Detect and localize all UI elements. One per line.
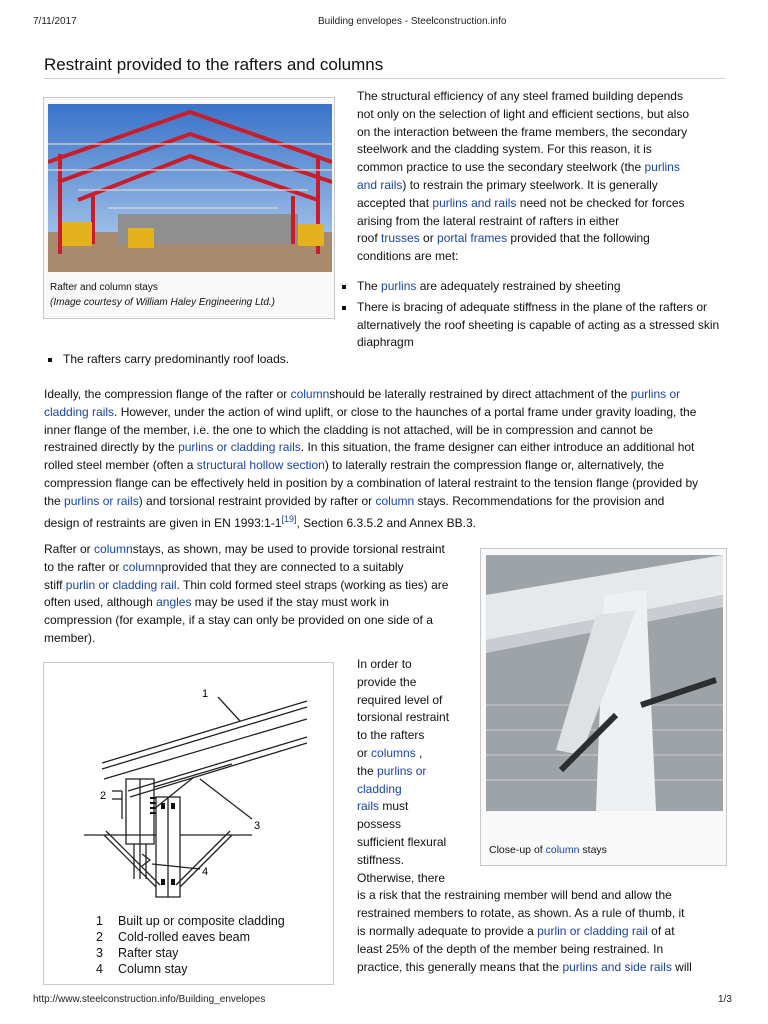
legend-number: 4 [96,962,103,976]
text-run: the [44,493,65,508]
text-line [44,511,725,533]
column-section-diagram [84,795,324,907]
conditions-list-continued [46,351,446,369]
legend-item [96,945,285,961]
text-line: There is bracing of adequate stiffness in the plane of the rafters or [357,299,707,314]
text-line: steelwork and the cladding system. For this reason, it is [357,142,652,157]
purlins-or-rails-link[interactable]: purlins or rails [64,493,139,508]
section-title: Restraint provided to the rafters and columns [44,55,384,74]
text-run: to the rafter or [44,559,123,574]
print-date: 7/11/2017 [33,16,77,27]
text-line: possess [357,817,402,832]
print-page-title: Building envelopes - Steelconstruction.info [318,16,507,27]
column-link[interactable]: column [545,844,580,856]
legend-number: 1 [96,914,103,928]
text-line [357,159,727,177]
purlins-link[interactable]: purlins [381,279,417,293]
purlins-or-cladding-rails-link[interactable]: purlins or cladding rails [178,440,301,455]
legend-text: Cold-rolled eaves beam [118,930,251,944]
text-line [357,798,727,816]
text-line [357,923,727,941]
text-run: is normally adequate to provide a [357,923,538,938]
text-line: member). [44,630,96,645]
text-line: least 25% of the depth of the member being restrained. In [357,941,664,956]
purlin-or-cladding-rail-link[interactable]: purlin or cladding rail [65,577,177,592]
intro-paragraph [357,88,727,266]
text-line: inner flange of the member, i.e. the one to which the cladding is not attached, will be in compression and cannot be [44,422,654,437]
text-line [44,577,464,595]
text-run: , Section 6.3.5.2 and Annex BB.3. [296,515,476,530]
purlin-or-cladding-rail-link[interactable]: purlin or cladding rail [537,923,648,938]
text-line: not only on the selection of light and efficient sections, but also [357,106,689,121]
text-line: compression flange can be effectively held in position by a combination of lateral restraint to the tension flange (provided by [44,475,699,490]
text-line: arising from the lateral restraint of rafters in either [357,213,620,228]
text-line: stiffness. [357,852,405,867]
diagram-legend [96,913,285,977]
text-run: should be laterally restrained by direct attachment of the [329,387,631,401]
legend-text: Rafter stay [118,946,179,960]
text-run: stiff [44,577,66,592]
portal-frames-link[interactable]: portal frames [437,231,508,246]
purlins-and-rails-link[interactable]: purlins and rails [432,195,517,210]
text-line: required level of [357,692,443,707]
text-line: torsional restraint [357,710,450,725]
text-line [44,493,725,511]
text-run: accepted that [357,195,433,210]
text-run: . In this situation, the frame designer can either introduce an additional hot [300,440,695,455]
print-url: http://www.steelconstruction.info/Building_envelopes [33,994,266,1005]
text-line: is a risk that the restraining member will bend and allow the [357,888,672,903]
column-link[interactable]: column [375,493,415,508]
text-line [357,959,727,977]
text-run: ) to restrain the primary steelwork. It is generally [402,177,658,192]
conditions-list [340,278,730,352]
legend-number: 3 [96,946,103,960]
reference-19-link[interactable]: [19] [281,513,297,524]
purlins-and-side-rails-link[interactable]: purlins and side rails [562,959,672,974]
text-run: rolled steel member (often a [44,458,197,473]
text-run: stays. Recommendations for the provision and [414,493,665,508]
text-run: must [379,799,409,814]
flexural-stiffness-paragraph [357,656,727,976]
text-line: to the rafters [357,728,425,743]
callout-1: 1 [202,688,209,700]
text-run: or [357,745,372,760]
trusses-link[interactable]: trusses [381,231,420,246]
page-number: 1/3 [718,994,732,1005]
text-run: common practice to use the secondary steelwork (the [357,160,645,175]
column-link[interactable]: column [122,559,162,574]
purlins-or-link[interactable]: purlins or [377,763,427,778]
list-item [340,278,730,296]
callout-3: 3 [254,820,261,832]
text-line: compression (for example, if a stay can only be provided on one side of a [44,613,433,628]
text-run: the [357,763,378,778]
figure-rafter-column-stays [43,97,335,319]
title-rule [44,78,725,79]
compression-flange-paragraph [44,386,725,532]
cladding-link[interactable]: cladding [357,781,402,796]
list-item [340,299,730,352]
text-line [357,230,727,248]
legend-item [96,961,285,977]
text-line: conditions are met: [357,249,459,264]
text-run: , [415,745,423,760]
callout-2: 2 [100,790,107,802]
text-line [357,195,727,213]
legend-text: Column stay [118,962,188,976]
columns-link[interactable]: columns [371,745,416,760]
text-line: provide the [357,674,417,689]
text-line: Otherwise, there [357,870,446,885]
structural-hollow-section-link[interactable]: structural hollow section [196,458,325,473]
text-run: or [419,231,438,246]
text-line: In order to [357,657,412,671]
text-line [44,594,464,612]
text-line [44,559,464,577]
angles-link[interactable]: angles [156,595,192,610]
text-run: . However, under the action of wind uplift, or close to the haunches of a portal frame under gravity loading, the [114,404,697,419]
figure1-caption-credit: (Image courtesy of William Haley Engineering Ltd.) [50,297,276,308]
rails-link[interactable]: rails [357,799,380,814]
figure1-caption-title: Rafter and column stays [50,282,158,293]
text-line [357,745,727,763]
text-line [357,763,727,781]
text-run: ) and torsional restraint provided by rafter or [138,493,376,508]
text-line: diaphragm [357,335,414,350]
text-run: The [357,279,382,293]
legend-item [96,913,285,929]
legend-item [96,929,285,945]
text-run: will [671,959,692,974]
text-run: Ideally, the compression flange of the rafter or [44,387,291,401]
text-run: restrained directly by the [44,440,179,455]
text-run: may be used if the stay must work in [191,595,389,610]
and-rails-link[interactable]: and rails [357,177,403,192]
text-line: The structural efficiency of any steel framed building depends [357,89,683,103]
text-run: of at [647,923,675,938]
text-run: provided that the following [507,231,650,246]
text-run: Close-up of [489,844,546,856]
purlins-or-link[interactable]: purlins or [630,387,681,401]
text-run: are adequately restrained by sheeting [416,279,621,293]
cladding-rails-link[interactable]: cladding rails [44,404,115,419]
text-line [357,781,727,799]
column-link[interactable]: column [290,387,330,401]
list-item: The rafters carry predominantly roof loads. [46,351,446,369]
text-line [44,541,464,559]
text-line [44,457,725,475]
steel-frame-photo[interactable] [48,104,332,272]
text-line [44,439,725,457]
text-line: on the interaction between the frame members, the secondary [357,124,688,139]
legend-text: Built up or composite cladding [118,914,285,928]
text-run: stays, as shown, may be used to provide torsional restraint [132,542,445,556]
text-run: need not be checked for forces [516,195,685,210]
callout-4: 4 [202,866,209,878]
text-line: sufficient flexural [357,834,447,849]
text-line [357,177,727,195]
text-run: practice, this generally means that the [357,959,563,974]
text-line [44,386,725,404]
text-run: provided that they are connected to a suitably [161,559,404,574]
text-run: . Thin cold formed steel straps (working as ties) are [176,577,449,592]
stays-paragraph [44,541,464,648]
purlins-link[interactable]: purlins [644,160,680,175]
text-run: often used, although [44,595,157,610]
legend-number: 2 [96,930,103,944]
text-line [44,404,725,422]
text-run: roof [357,231,382,246]
text-run: stays [579,844,607,856]
restraint-diagram-figure [43,662,334,985]
text-run: design of restraints are given in EN 1993:1-1 [44,515,282,530]
column-link[interactable]: column [94,542,133,556]
text-run: Rafter or [44,542,95,556]
text-line: alternatively the roof sheeting is capable of acting as a stressed skin [357,317,720,332]
text-line: restrained members to rotate, as shown. As a rule of thumb, it [357,906,685,921]
text-run: ) to laterally restrain the compression flange or, alternatively, the [324,458,665,473]
